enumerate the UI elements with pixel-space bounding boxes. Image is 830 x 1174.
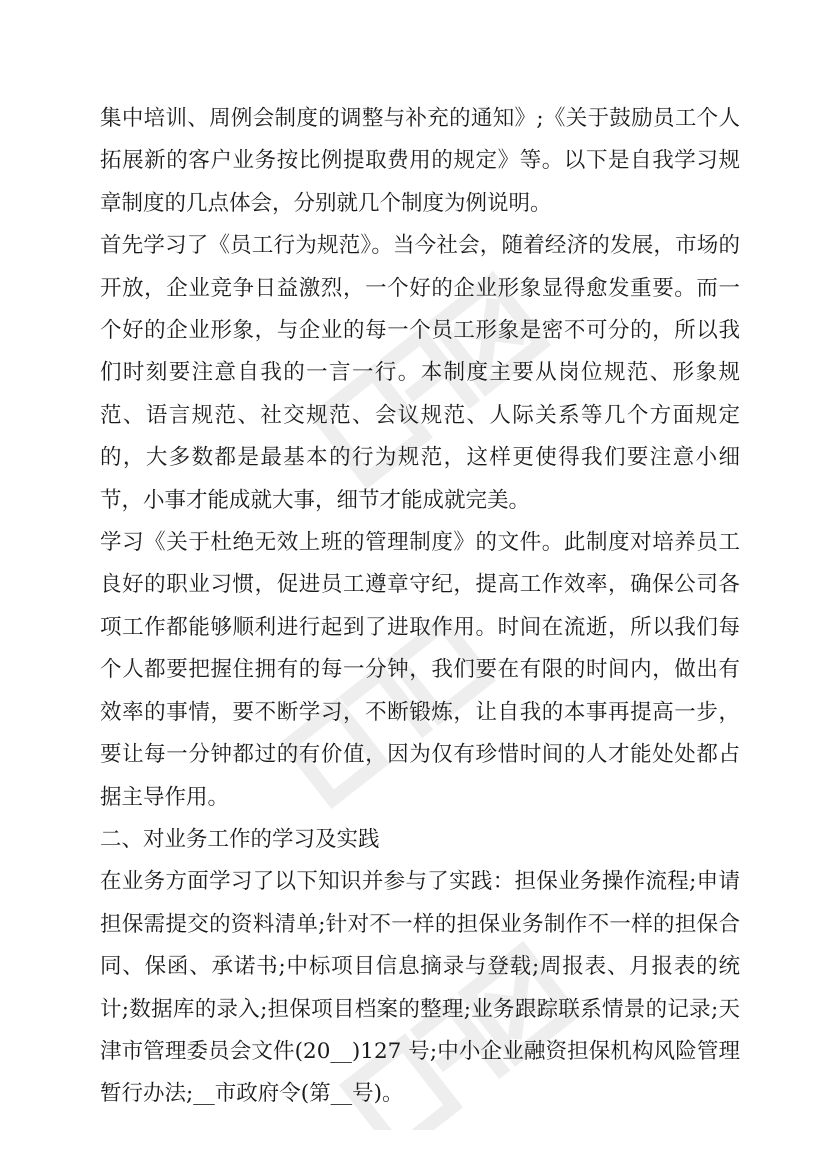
paragraph-conduct-code: 首先学习了《员工行为规范》。当今社会，随着经济的发展，市场的开放，企业竞争日益激烈，一个好的企业形象显得愈发重要。而一个好的企业形象，与企业的每一个员工形象是密不可分的，所以我们时刻要注意自我的一言一行。本制度主要从岗位规范、形象规范、语言规范、社交规范、会议规范、人际关系等几个方面规定的，大多数都是最基本的行为规范，这样更使得我们要注意小细节，小事才能成就大事，细节才能成就完美。 [100,233,740,513]
document-body [100,98,740,1116]
paragraph-rules-intro: 集中培训、周例会制度的调整与补充的通知》;《关于鼓励员工个人拓展新的客户业务按比例提取费用的规定》等。以下是自我学习规章制度的几点体会，分别就几个制度为例说明。 [100,106,740,216]
paragraph-work-efficiency: 学习《关于杜绝无效上班的管理制度》的文件。此制度对培养员工良好的职业习惯，促进员工遵章守纪，提高工作效率，确保公司各项工作都能够顺利进行起到了进取作用。时间在流逝，所以我们每个人都要把握住拥有的每一分钟，我们要在有限的时间内，做出有效率的事情，要不断学习，不断锻炼，让自我的本事再提高一步，要让每一分钟都过的有价值，因为仅有珍惜时间的人才能处处都占据主导作用。 [100,530,740,810]
section-heading-business-practice: 二、对业务工作的学习及实践 [100,826,380,852]
paragraph-business-knowledge: 在业务方面学习了以下知识并参与了实践：担保业务操作流程;申请担保需提交的资料清单;针对不一样的担保业务制作不一样的担保合同、保函、承诺书;中标项目信息摘录与登载;周报表、月报表的统计;数据库的录入;担保项目档案的整理;业务跟踪联系情景的记录;天津市管理委员会文件(20__)127 号;中小企业融资担保机构风险管理暂行办法;__市政府令(第__号)。 [100,869,740,1107]
